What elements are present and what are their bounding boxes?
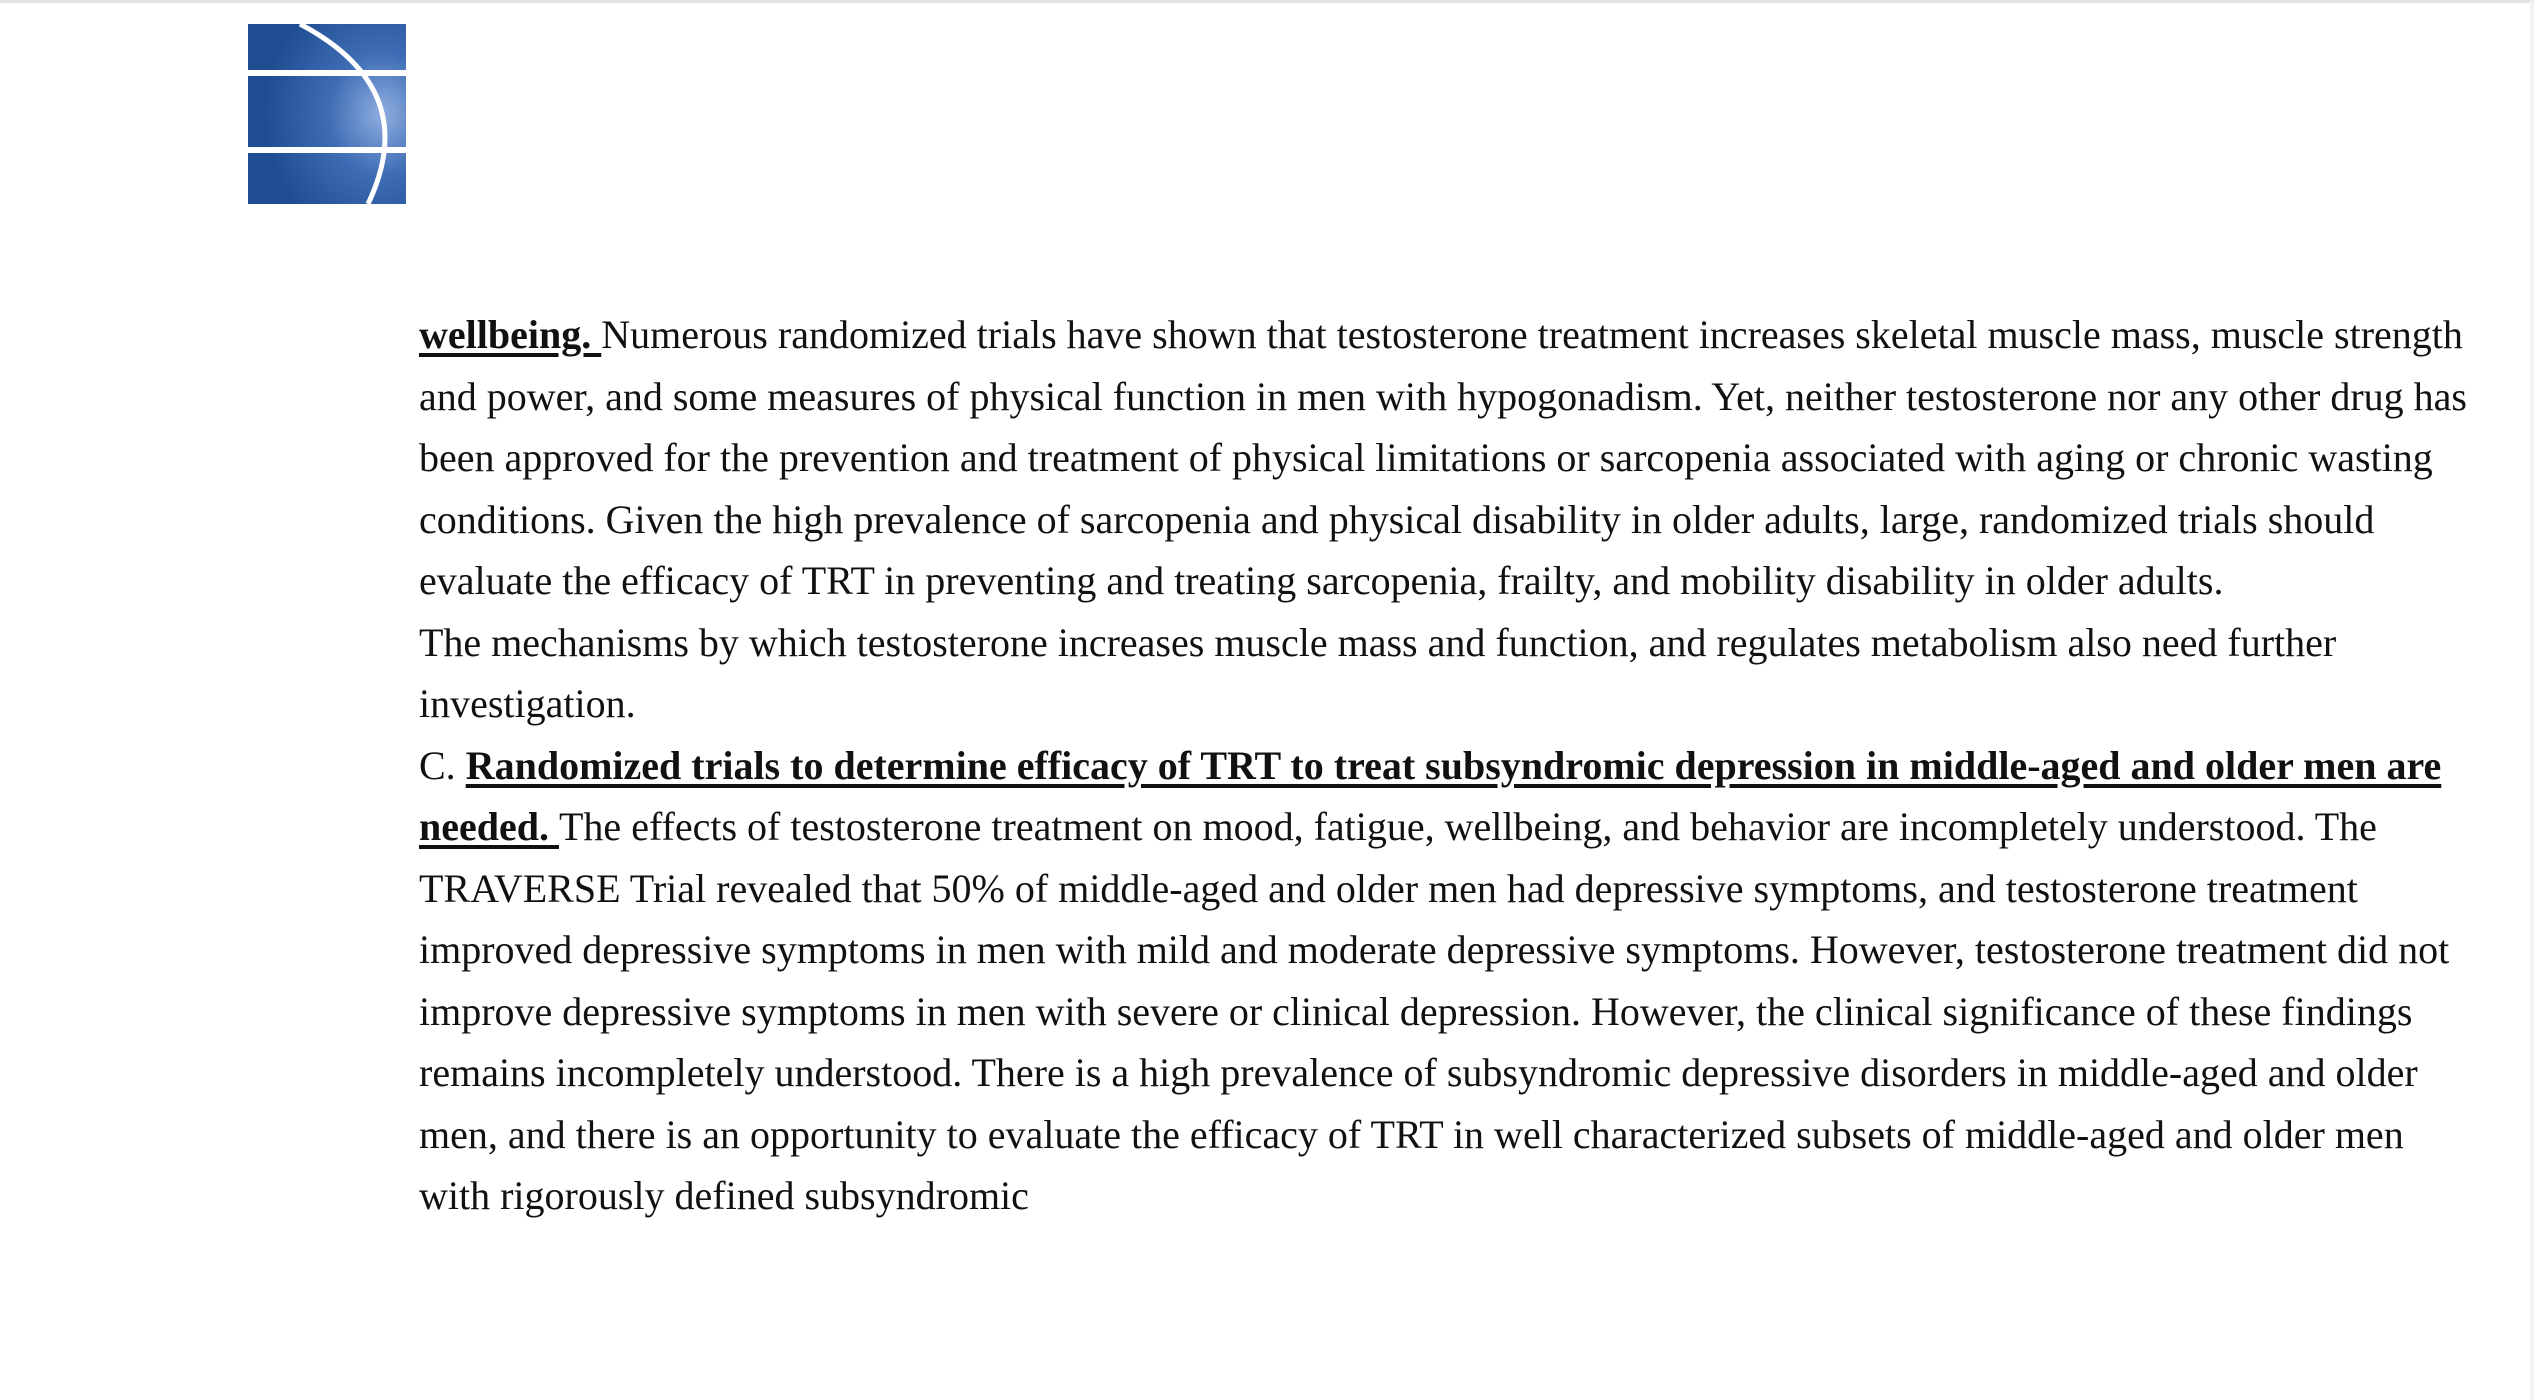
organization-logo-icon [248,24,406,204]
section-heading-wellbeing: wellbeing. [419,312,602,357]
section-heading-depression: Randomized trials to determine efficacy of TRT to treat subsyndromic depression in middle-aged and older men are needed. [419,742,2442,849]
paragraph-mechanisms [419,612,2479,735]
paragraph-text: The mechanisms by which testosterone increases muscle mass and function, and regulates metabolism also need further investigation. [419,619,2337,726]
paragraph-wellbeing [419,304,2479,612]
paragraph-text: Numerous randomized trials have shown that testosterone treatment increases skeletal muscle mass, muscle strength and power, and some measures of physical function in men with hypogonadism. Yet, neither testosterone nor any other drug has been approved for the prevention and treatment of physical limitations or sarcopenia associated with aging or chronic wasting conditions. Given the high prevalence of sarcopenia and physical disability in older adults, large, randomized trials should evaluate the efficacy of TRT in preventing and treating sarcopenia, frailty, and mobility disability in older adults. [419,312,2467,603]
page-right-edge [2530,0,2534,1400]
document-body [419,304,2479,1227]
page-top-border [0,0,2534,3]
section-label: C. [419,742,466,788]
paragraph-section-c [419,735,2479,1227]
paragraph-text: The effects of testosterone treatment on mood, fatigue, wellbeing, and behavior are incompletely understood. The TRAVERSE Trial revealed that 50% of middle-aged and older men had depressive symptoms, and testosterone treatment improved depressive symptoms in men with mild and moderate depressive symptoms. However, testosterone treatment did not improve depressive symptoms in men with severe or clinical depression. However, the clinical significance of these findings remains incompletely understood. There is a high prevalence of subsyndromic depressive disorders in middle-aged and older men, and there is an opportunity to evaluate the efficacy of TRT in well characterized subsets of middle-aged and older men with rigorously defined subsyndromic [419,804,2450,1218]
